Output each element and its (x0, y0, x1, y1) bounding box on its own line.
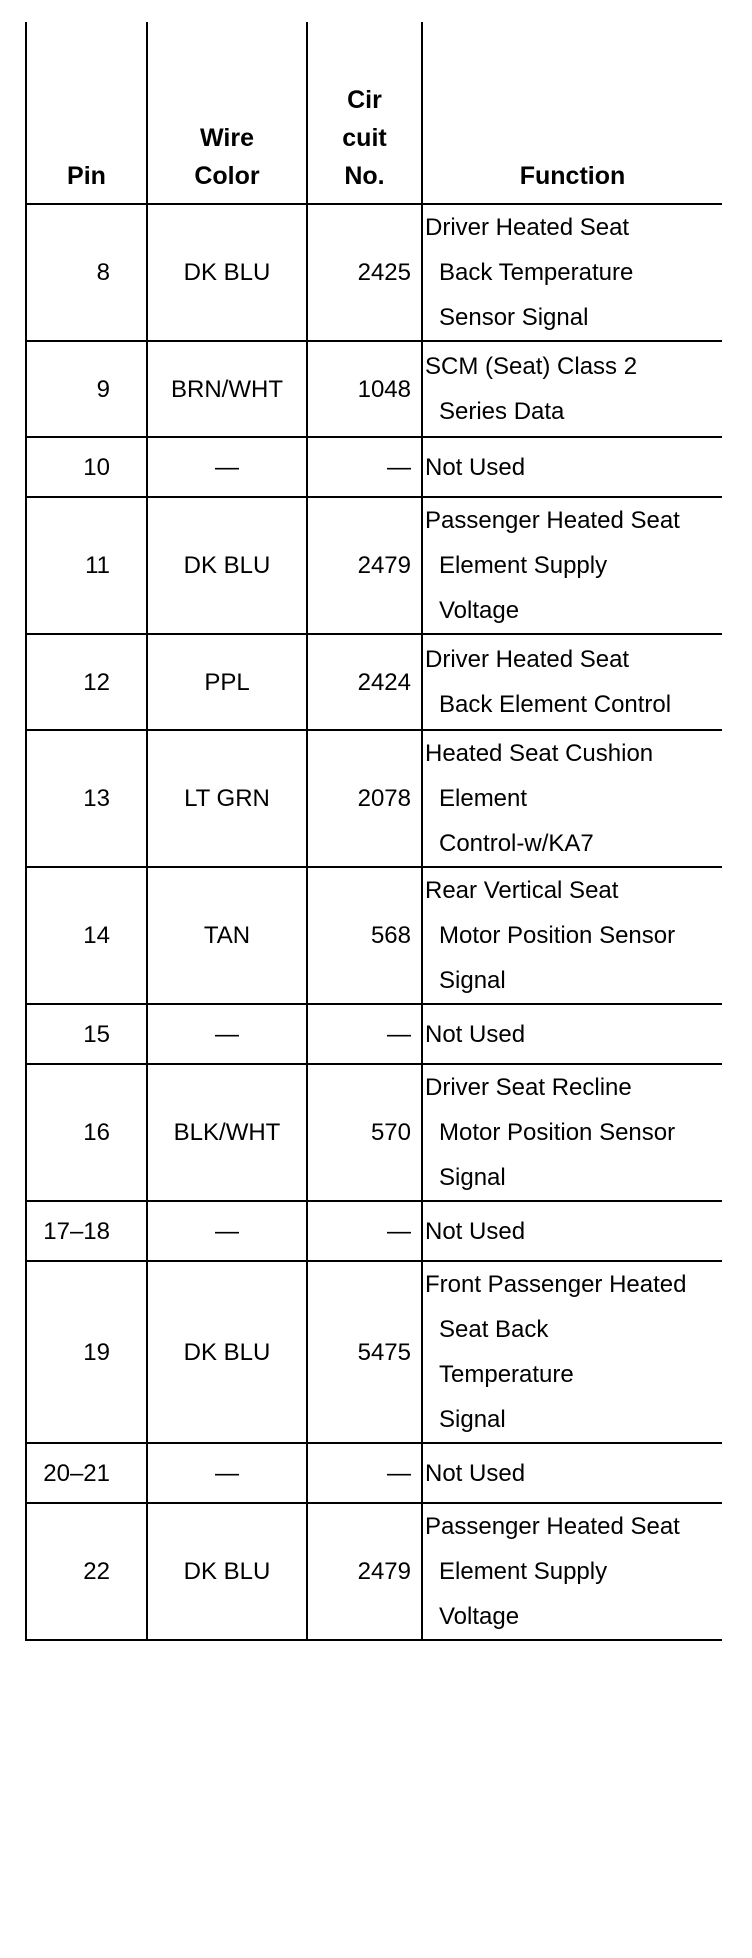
wire-color-cell: LT GRN (147, 730, 307, 867)
circuit-number-cell: — (307, 1201, 422, 1261)
function-line: Sensor Signal (439, 304, 589, 331)
pin-cell: 11 (26, 497, 147, 634)
wire-color-cell: BRN/WHT (147, 341, 307, 437)
function-line: Element Supply (439, 552, 608, 579)
header-function: Function (422, 22, 722, 204)
function-line: Element (439, 785, 528, 812)
function-line: SCM (Seat) Class 2 (425, 353, 638, 380)
function-line: Not Used (425, 1020, 526, 1048)
table-row (26, 1004, 722, 1064)
wire-color-cell: DK BLU (147, 204, 307, 341)
pin-cell: 9 (26, 341, 147, 437)
function-line: Rear Vertical Seat (425, 877, 619, 904)
circuit-number-cell: 5475 (307, 1261, 422, 1443)
pin-cell: 15 (26, 1004, 147, 1064)
pin-function-table (25, 22, 722, 1641)
pin-cell: 20–21 (26, 1443, 147, 1503)
function-line: Back Temperature (439, 259, 634, 286)
header-circuit-no: Cir cuit No. (307, 22, 422, 204)
wire-color-cell: — (147, 1443, 307, 1503)
function-line: Control-w/KA7 (439, 830, 594, 857)
table-row (26, 341, 722, 437)
function-line: Series Data (439, 398, 565, 425)
function-line: Voltage (439, 597, 520, 624)
table-row (26, 437, 722, 497)
function-cell (422, 341, 722, 437)
circuit-number-cell: 2479 (307, 1503, 422, 1640)
table-row (26, 1443, 722, 1503)
function-line: Voltage (439, 1603, 520, 1630)
pin-cell: 17–18 (26, 1201, 147, 1261)
wire-color-cell: — (147, 1004, 307, 1064)
circuit-number-cell: 1048 (307, 341, 422, 437)
pin-cell: 22 (26, 1503, 147, 1640)
wire-color-cell: BLK/WHT (147, 1064, 307, 1201)
function-line: Passenger Heated Seat (425, 1513, 680, 1540)
wire-color-cell: — (147, 1201, 307, 1261)
table-row (26, 730, 722, 867)
table-row (26, 204, 722, 341)
wire-color-cell: — (147, 437, 307, 497)
circuit-number-cell: — (307, 1004, 422, 1064)
function-cell (422, 867, 722, 1004)
wire-color-cell: DK BLU (147, 1503, 307, 1640)
pin-cell: 14 (26, 867, 147, 1004)
pin-cell: 12 (26, 634, 147, 730)
wire-color-cell: TAN (147, 867, 307, 1004)
function-cell (422, 204, 722, 341)
wire-color-cell: PPL (147, 634, 307, 730)
table-row (26, 1503, 722, 1640)
function-line: Front Passenger Heated (425, 1271, 687, 1298)
function-line: Not Used (425, 1459, 526, 1487)
pin-cell: 10 (26, 437, 147, 497)
function-cell (422, 1064, 722, 1201)
table-row (26, 1201, 722, 1261)
header-pin: Pin (26, 22, 147, 204)
wire-color-cell: DK BLU (147, 1261, 307, 1443)
function-line: Motor Position Sensor (439, 1119, 676, 1146)
function-line: Heated Seat Cushion (425, 740, 654, 767)
function-line: Temperature (439, 1361, 574, 1388)
function-cell (422, 1201, 722, 1261)
function-cell (422, 1261, 722, 1443)
function-line: Driver Heated Seat (425, 214, 630, 241)
function-line: Signal (439, 1164, 506, 1191)
function-line: Driver Seat Recline (425, 1074, 632, 1101)
circuit-number-cell: 2425 (307, 204, 422, 341)
header-row (26, 22, 722, 204)
function-line: Motor Position Sensor (439, 922, 676, 949)
circuit-number-cell: 2424 (307, 634, 422, 730)
wire-color-cell: DK BLU (147, 497, 307, 634)
function-line: Passenger Heated Seat (425, 507, 680, 534)
function-line: Element Supply (439, 1558, 608, 1585)
table-row (26, 1064, 722, 1201)
function-line: Driver Heated Seat (425, 646, 630, 673)
function-cell (422, 1004, 722, 1064)
function-line: Back Element Control (439, 691, 672, 718)
table-body (26, 204, 722, 1640)
header-wire-color: Wire Color (147, 22, 307, 204)
function-cell (422, 437, 722, 497)
function-cell (422, 634, 722, 730)
pin-cell: 16 (26, 1064, 147, 1201)
function-cell (422, 730, 722, 867)
function-cell (422, 1443, 722, 1503)
function-cell (422, 497, 722, 634)
table-row (26, 1261, 722, 1443)
circuit-number-cell: — (307, 1443, 422, 1503)
table-row (26, 867, 722, 1004)
pin-cell: 19 (26, 1261, 147, 1443)
function-line: Signal (439, 1406, 506, 1433)
table-row (26, 497, 722, 634)
function-cell (422, 1503, 722, 1640)
circuit-number-cell: — (307, 437, 422, 497)
circuit-number-cell: 568 (307, 867, 422, 1004)
circuit-number-cell: 570 (307, 1064, 422, 1201)
function-line: Signal (439, 967, 506, 994)
function-line: Seat Back (439, 1316, 549, 1343)
circuit-number-cell: 2479 (307, 497, 422, 634)
pin-cell: 13 (26, 730, 147, 867)
circuit-number-cell: 2078 (307, 730, 422, 867)
function-line: Not Used (425, 1217, 526, 1245)
table-row (26, 634, 722, 730)
function-line: Not Used (425, 453, 526, 481)
pin-cell: 8 (26, 204, 147, 341)
